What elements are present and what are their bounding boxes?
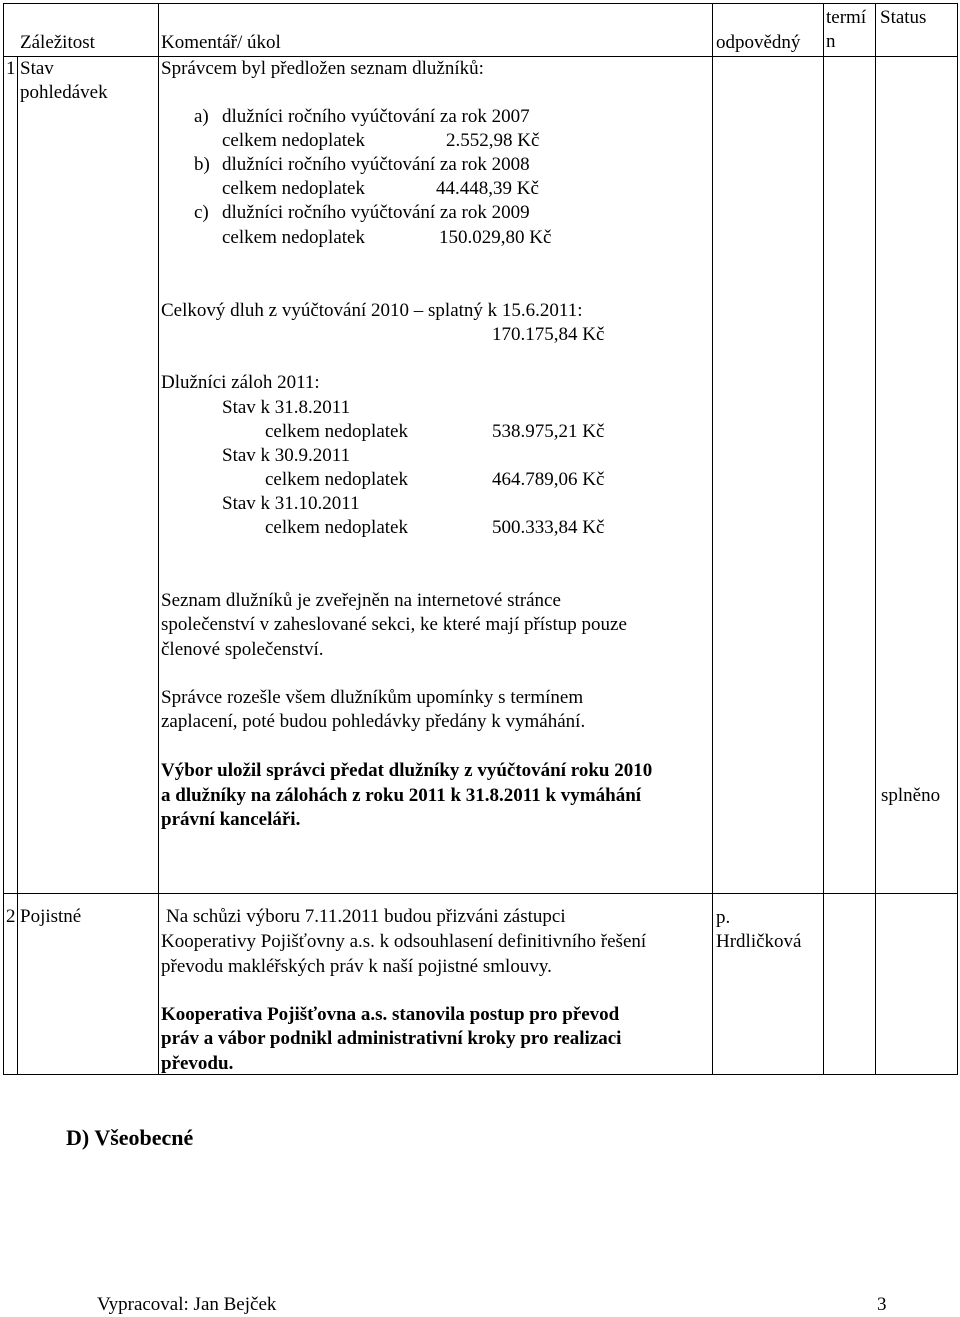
list-marker-c: c) xyxy=(194,202,209,223)
footer-author: Vypracoval: Jan Bejček xyxy=(97,1294,277,1315)
footer-page-number: 3 xyxy=(877,1294,887,1315)
list-marker-a: a) xyxy=(194,106,209,127)
row1-topic-line1: Stav xyxy=(20,58,54,79)
advance-label: celkem nedoplatek xyxy=(265,421,408,442)
bold-line: právní kanceláři. xyxy=(161,809,301,830)
section-heading: D) Všeobecné xyxy=(66,1125,194,1150)
paragraph-line: Na schůzi výboru 7.11.2011 budou přizváni zástupci xyxy=(166,906,566,927)
paragraph-line: Správce rozešle všem dlužníkům upomínky s termínem xyxy=(161,687,584,708)
header-zalezitost: Záležitost xyxy=(20,32,95,53)
list-item-a-text: dlužníci ročního vyúčtování za rok 2007 xyxy=(222,106,530,127)
bold-line: převodu. xyxy=(161,1053,234,1074)
row1-number: 1 xyxy=(6,58,16,79)
row1-topic-line2: pohledávek xyxy=(20,82,108,103)
list-item-b-amount: 44.448,39 Kč xyxy=(436,178,539,199)
advances-title: Dlužníci záloh 2011: xyxy=(161,372,320,393)
list-item-c-text: dlužníci ročního vyúčtování za rok 2009 xyxy=(222,202,530,223)
advance-amount: 500.333,84 Kč xyxy=(492,517,605,538)
advance-amount: 538.975,21 Kč xyxy=(492,421,605,442)
list-item-a-amount: 2.552,98 Kč xyxy=(446,130,540,151)
list-item-b-label: celkem nedoplatek xyxy=(222,178,365,199)
list-item-b-text: dlužníci ročního vyúčtování za rok 2008 xyxy=(222,154,530,175)
paragraph-line: Seznam dlužníků je zveřejněn na internetové stránce xyxy=(161,590,561,611)
paragraph-line: Kooperativy Pojišťovny a.s. k odsouhlasení definitivního řešení xyxy=(161,931,647,952)
row1-status: splněno xyxy=(881,785,941,806)
list-item-c-amount: 150.029,80 Kč xyxy=(439,227,552,248)
row2-responsible-line2: Hrdličková xyxy=(716,931,802,952)
paragraph-line: členové společenství. xyxy=(161,639,324,660)
bold-line: práv a vábor podnikl administrativní kroky pro realizaci xyxy=(161,1028,622,1049)
advance-date: Stav k 31.8.2011 xyxy=(222,397,351,418)
row1-intro: Správcem byl předložen seznam dlužníků: xyxy=(161,58,484,79)
advance-date: Stav k 30.9.2011 xyxy=(222,445,351,466)
header-termin-part1: termí xyxy=(826,7,867,28)
row2-topic: Pojistné xyxy=(20,906,82,927)
header-komentar: Komentář/ úkol xyxy=(161,32,281,53)
bold-line: a dlužníky na zálohách z roku 2011 k 31.8.2011 k vymáhání xyxy=(161,785,642,806)
paragraph-line: zaplacení, poté budou pohledávky předány k vymáhání. xyxy=(161,711,586,732)
bold-line: Výbor uložil správci předat dlužníky z vyúčtování roku 2010 xyxy=(161,760,653,781)
total-debt-amount: 170.175,84 Kč xyxy=(492,324,605,345)
advance-date: Stav k 31.10.2011 xyxy=(222,493,360,514)
header-odpovedny: odpovědný xyxy=(716,32,801,53)
paragraph-line: převodu makléřských práv k naší pojistné smlouvy. xyxy=(161,956,552,977)
advance-label: celkem nedoplatek xyxy=(265,469,408,490)
row2-number: 2 xyxy=(6,906,16,927)
header-status: Status xyxy=(880,7,927,28)
total-debt-line: Celkový dluh z vyúčtování 2010 – splatný k 15.6.2011: xyxy=(161,300,583,321)
advance-amount: 464.789,06 Kč xyxy=(492,469,605,490)
bold-line: Kooperativa Pojišťovna a.s. stanovila postup pro převod xyxy=(161,1004,620,1025)
advance-label: celkem nedoplatek xyxy=(265,517,408,538)
header-termin-part2: n xyxy=(826,31,836,52)
paragraph-line: společenství v zaheslované sekci, ke které mají přístup pouze xyxy=(161,614,627,635)
list-item-a-label: celkem nedoplatek xyxy=(222,130,365,151)
list-item-c-label: celkem nedoplatek xyxy=(222,227,365,248)
row2-responsible-line1: p. xyxy=(716,907,731,928)
list-marker-b: b) xyxy=(194,154,210,175)
